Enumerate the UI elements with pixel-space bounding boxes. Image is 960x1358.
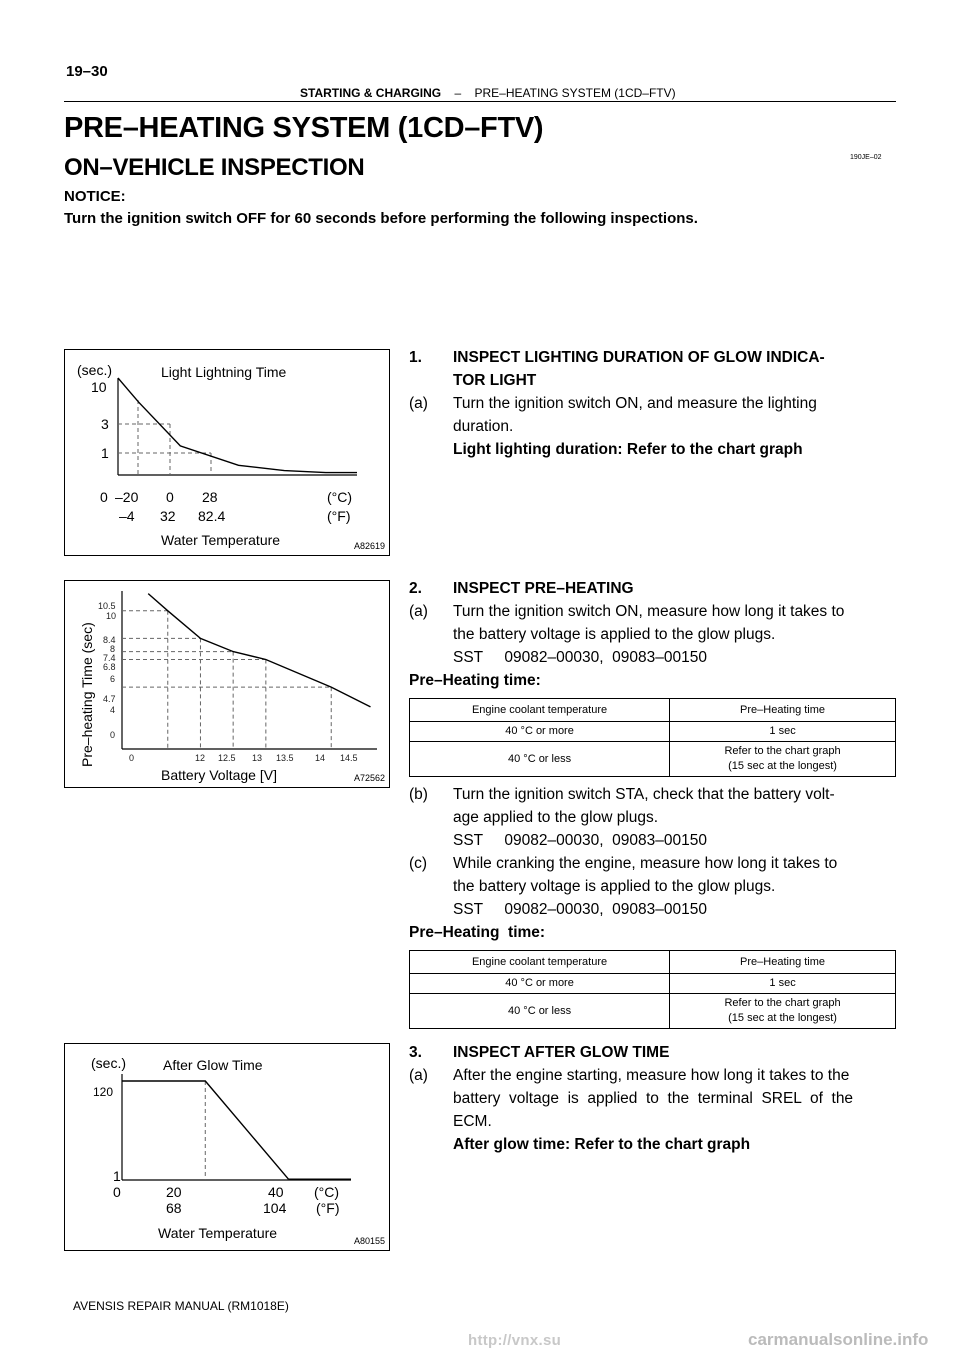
preheat-ylabel: Pre–heating Time (sec) <box>79 622 95 767</box>
table-cell: 1 sec <box>670 974 896 994</box>
substep-text: After the engine starting, measure how long it takes to the <box>453 1067 850 1084</box>
substep-label: (c) <box>409 855 428 872</box>
preheat-ytick-10-5: 10.5 <box>98 601 116 611</box>
preheat-ytick-4-7: 4.7 <box>103 694 116 704</box>
table-cell-line: Refer to the chart graph <box>724 997 841 1009</box>
preheat-xtick-12-5: 12.5 <box>218 753 236 763</box>
light-xtick-f-m4: –4 <box>119 508 135 524</box>
step-number: 2. <box>409 580 422 597</box>
table-header: Pre–Heating time <box>670 951 896 974</box>
substep-text: While cranking the engine, measure how long it takes to <box>453 855 838 872</box>
time-label: Pre–Heating time: <box>409 672 541 689</box>
afterglow-ytick-120: 120 <box>93 1085 114 1099</box>
light-xtick-m20: –20 <box>115 489 139 505</box>
notice <box>64 186 698 230</box>
light-ytick-0: 0 <box>100 489 108 505</box>
figure-id: A72562 <box>353 773 385 783</box>
header-separator: – <box>454 86 462 100</box>
substep-text-cont: battery voltage is applied to the terminal SREL of the <box>453 1090 854 1107</box>
light-xtick-f-32: 32 <box>160 508 176 524</box>
table-cell <box>670 742 896 777</box>
preheat-xtick-12: 12 <box>195 753 206 763</box>
table-cell <box>670 994 896 1029</box>
preheat-table-1 <box>409 698 896 777</box>
afterglow-title: After Glow Time <box>163 1057 263 1073</box>
table-cell: 40 °C or more <box>410 722 670 742</box>
light-xtick-f-82: 82.4 <box>198 508 226 524</box>
preheat-ytick-7-4: 7.4 <box>103 653 116 663</box>
step-heading: INSPECT PRE–HEATING <box>453 580 634 597</box>
table-cell-line: Refer to the chart graph <box>724 745 841 757</box>
sst-line: SST 09082–00030, 09083–00150 <box>453 832 707 849</box>
header-section: STARTING & CHARGING <box>300 86 442 100</box>
preheat-ytick-8-4: 8.4 <box>103 635 116 645</box>
light-xlabel: Water Temperature <box>161 532 281 548</box>
preheat-xlabel: Battery Voltage [V] <box>161 767 277 783</box>
preheat-ytick-4: 4 <box>110 705 116 715</box>
preheat-xtick-0: 0 <box>129 753 135 763</box>
substep-text: Turn the ignition switch STA, check that the battery volt- <box>453 786 835 803</box>
light-unit-c: (°C) <box>327 489 353 505</box>
page-title: PRE–HEATING SYSTEM (1CD–FTV) <box>64 112 544 144</box>
substep-text-cont: age applied to the glow plugs. <box>453 809 659 826</box>
afterglow-xtick-20: 20 <box>166 1184 182 1200</box>
light-curve <box>118 378 357 473</box>
table-header: Engine coolant temperature <box>410 699 670 722</box>
step-1 <box>409 346 896 461</box>
step-3 <box>409 1041 896 1156</box>
table-header: Pre–Heating time <box>670 699 896 722</box>
afterglow-unit-f: (°F) <box>316 1200 340 1216</box>
table-cell: 40 °C or less <box>410 994 670 1029</box>
preheat-ytick-6: 6 <box>110 674 116 684</box>
preheat-chart-svg <box>65 581 389 787</box>
afterglow-xtick-f-104: 104 <box>263 1200 287 1216</box>
spec-note: After glow time: Refer to the chart graph <box>453 1136 751 1153</box>
preheat-ytick-6-8: 6.8 <box>103 662 116 672</box>
footer: AVENSIS REPAIR MANUAL (RM1018E) <box>73 1299 289 1313</box>
afterglow-curve <box>122 1081 351 1179</box>
header-subsection: PRE–HEATING SYSTEM (1CD–FTV) <box>474 86 676 100</box>
sst-line: SST 09082–00030, 09083–00150 <box>453 649 707 666</box>
afterglow-chart-svg <box>65 1044 389 1250</box>
step-heading: INSPECT LIGHTING DURATION OF GLOW INDICA- <box>453 349 825 366</box>
figure-id: A80155 <box>353 1236 385 1246</box>
afterglow-xtick-40: 40 <box>268 1184 284 1200</box>
substep-label: (b) <box>409 786 428 803</box>
notice-label: NOTICE: <box>64 188 126 205</box>
light-xtick-28: 28 <box>202 489 218 505</box>
light-ytick-1: 1 <box>101 445 109 461</box>
step-number: 1. <box>409 349 422 366</box>
table-cell: 40 °C or less <box>410 742 670 777</box>
substep-label: (a) <box>409 1067 428 1084</box>
preheat-table-2 <box>409 950 896 1029</box>
preheat-curve <box>148 594 370 707</box>
substep-text: Turn the ignition switch ON, and measure the lighting <box>453 395 817 412</box>
figure-light-duration <box>64 349 390 556</box>
substep-text-cont: the battery voltage is applied to the glow plugs. <box>453 878 776 895</box>
page-number: 19–30 <box>66 63 108 80</box>
preheat-guides <box>122 611 331 749</box>
preheat-ytick-10: 10 <box>106 611 117 621</box>
doc-code: 190JE–02 <box>850 154 882 161</box>
sst-line: SST 09082–00030, 09083–00150 <box>453 901 707 918</box>
watermark: carmanualsonline.info <box>748 1330 929 1349</box>
substep-text: Turn the ignition switch ON, measure how long it takes to <box>453 603 845 620</box>
light-chart-svg <box>65 350 389 555</box>
light-ytick-10: 10 <box>91 379 107 395</box>
step-heading-cont: TOR LIGHT <box>453 372 537 389</box>
step-2 <box>409 577 896 1035</box>
spec-note: Light lighting duration: Refer to the chart graph <box>453 441 803 458</box>
afterglow-ytick-1: 1 <box>113 1168 121 1184</box>
preheat-xtick-14: 14 <box>315 753 326 763</box>
step-number: 3. <box>409 1044 422 1061</box>
figure-preheat-time <box>64 580 390 788</box>
light-xtick-0: 0 <box>166 489 174 505</box>
table-cell-line: (15 sec at the longest) <box>728 1012 837 1024</box>
light-unit-f: (°F) <box>327 508 351 524</box>
preheat-xtick-14-5: 14.5 <box>340 753 358 763</box>
step-heading: INSPECT AFTER GLOW TIME <box>453 1044 670 1061</box>
figure-id: A82619 <box>353 541 385 551</box>
afterglow-unit-c: (°C) <box>314 1184 340 1200</box>
table-cell: 1 sec <box>670 722 896 742</box>
figure-after-glow <box>64 1043 390 1251</box>
running-header <box>300 86 900 100</box>
afterglow-xlabel: Water Temperature <box>158 1225 278 1241</box>
table-cell: 40 °C or more <box>410 974 670 994</box>
section-title: ON–VEHICLE INSPECTION <box>64 154 365 181</box>
afterglow-y-unit: (sec.) <box>91 1055 126 1071</box>
afterglow-xtick-f-68: 68 <box>166 1200 182 1216</box>
substep-label: (a) <box>409 395 428 412</box>
light-ytick-3: 3 <box>101 416 109 432</box>
table-header: Engine coolant temperature <box>410 951 670 974</box>
substep-text-cont: duration. <box>453 418 514 435</box>
header-rule <box>64 101 896 102</box>
time-label: Pre–Heating time: <box>409 924 546 941</box>
substep-text-cont: the battery voltage is applied to the glow plugs. <box>453 626 776 643</box>
light-y-unit: (sec.) <box>77 362 112 378</box>
watermark-link[interactable]: http://vnx.su <box>468 1332 562 1349</box>
preheat-ytick-0: 0 <box>110 730 116 740</box>
substep-text-cont: ECM. <box>453 1113 492 1130</box>
preheat-xtick-13: 13 <box>252 753 263 763</box>
notice-text: Turn the ignition switch OFF for 60 seconds before performing the following inspections. <box>64 210 698 227</box>
light-title: Light Lightning Time <box>161 364 287 380</box>
table-cell-line: (15 sec at the longest) <box>728 760 837 772</box>
preheat-xtick-13-5: 13.5 <box>276 753 294 763</box>
afterglow-ytick-0: 0 <box>113 1184 121 1200</box>
substep-label: (a) <box>409 603 428 620</box>
preheat-ytick-8: 8 <box>110 644 116 654</box>
